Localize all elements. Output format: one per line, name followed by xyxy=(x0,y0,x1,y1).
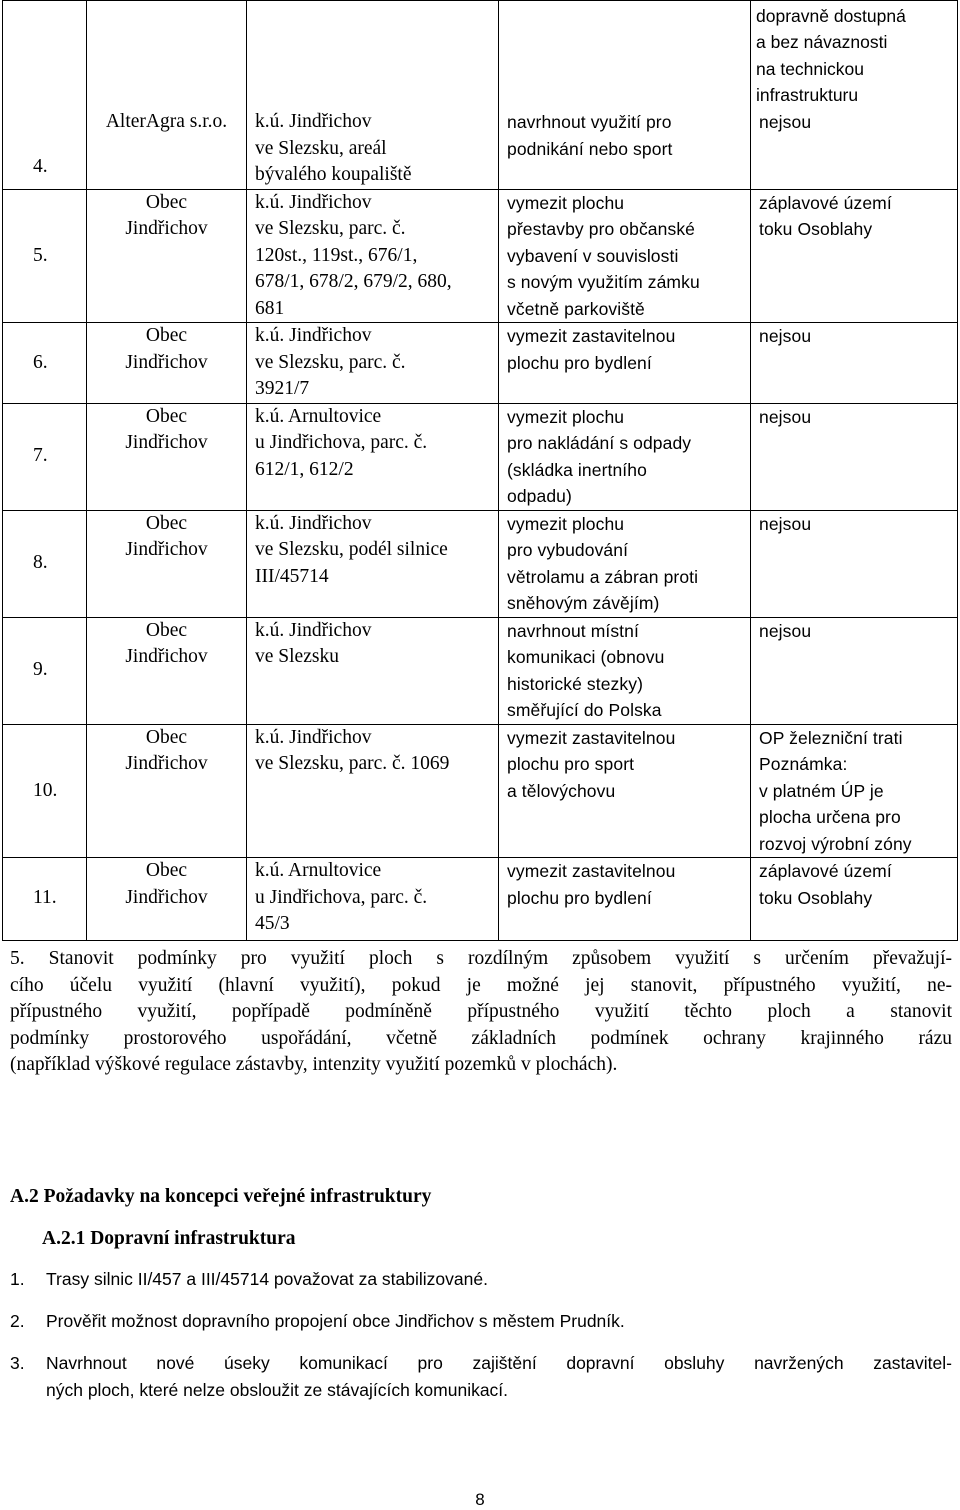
paragraph-line: (například výškové regulace zástavby, intenzity využití pozemků v plochách). xyxy=(10,1054,618,1076)
owner-cell xyxy=(87,323,247,404)
purpose-cell-line: směřující do Polska xyxy=(507,700,662,720)
conditions-cell xyxy=(751,617,958,724)
location-cell-line: ve Slezsku, parc. č. 1069 xyxy=(255,753,450,774)
purpose-cell-line: přestavby pro občanské xyxy=(507,219,696,239)
owner-cell xyxy=(87,510,247,617)
purpose-cell-line: navrhnout využití pro xyxy=(507,112,672,132)
owner-cell xyxy=(87,403,247,510)
purpose-cell-line: odpadu) xyxy=(507,486,572,506)
purpose-cell-line: vymezit plochu xyxy=(507,513,625,534)
location-cell xyxy=(247,189,499,323)
location-cell-line: 120st., 119st., 676/1, xyxy=(255,244,418,266)
owner-cell-line: Jindřichov xyxy=(125,432,208,453)
purpose-cell xyxy=(499,189,751,323)
conditions-cell xyxy=(751,403,958,510)
location-cell xyxy=(247,617,499,724)
owner-cell-line: Jindřichov xyxy=(125,753,208,774)
row-number: 6. xyxy=(3,323,87,404)
list-number: 3. xyxy=(10,1353,25,1373)
purpose-cell-line: vymezit plochu xyxy=(507,406,625,427)
location-cell xyxy=(247,323,499,404)
location-cell-line: 3921/7 xyxy=(255,378,310,399)
header-note-line: dopravně dostupná xyxy=(756,6,906,26)
table-row xyxy=(3,323,958,404)
conditions-cell-line: nejsou xyxy=(759,326,812,346)
row-number: 9. xyxy=(3,617,87,724)
owner-cell-line: Jindřichov xyxy=(125,886,208,908)
header-note-line: na technickou xyxy=(756,58,864,79)
location-cell-line: 678/1, 678/2, 679/2, 680, xyxy=(255,271,452,292)
table-row xyxy=(3,510,958,617)
conditions-cell xyxy=(751,510,958,617)
location-cell-line: bývalého koupaliště xyxy=(255,164,412,185)
owner-cell-line: Jindřichov xyxy=(125,218,208,239)
conditions-cell-line: v platném ÚP je xyxy=(759,780,884,801)
row-number: 11. xyxy=(3,858,87,941)
header-note-line: infrastrukturu xyxy=(756,84,859,105)
location-cell-line: ve Slezsku, parc. č. xyxy=(255,351,406,373)
requirements-table xyxy=(2,0,958,941)
conditions-cell-line: rozvoj výrobní zóny xyxy=(759,833,912,854)
location-cell-line: 45/3 xyxy=(255,913,290,934)
location-cell-line: III/45714 xyxy=(255,565,329,587)
location-cell xyxy=(247,724,499,858)
conditions-cell xyxy=(751,323,958,404)
purpose-cell-line: s novým využitím zámku xyxy=(507,272,700,292)
purpose-cell xyxy=(499,858,751,941)
owner-cell-line: Obec xyxy=(145,860,188,881)
location-cell-line: k.ú. Jindřichov xyxy=(255,111,372,132)
owner-cell-line: Obec xyxy=(145,726,188,748)
location-cell-line: ve Slezsku, parc. č. xyxy=(255,218,406,239)
owner-cell-line: Jindřichov xyxy=(125,646,208,667)
location-cell-line: k.ú. Jindřichov xyxy=(255,726,372,748)
conditions-cell-line: toku Osoblahy xyxy=(759,887,873,908)
purpose-cell xyxy=(499,617,751,724)
location-cell-line: k.ú. Jindřichov xyxy=(255,619,372,641)
purpose-cell-line: pro nakládání s odpady xyxy=(507,433,692,453)
paragraph-line: cího účelu využití (hlavní využití), pokud je možné jej stanovit, přípustného využití, ne- xyxy=(10,974,952,996)
purpose-cell xyxy=(499,724,751,858)
purpose-cell-line: podnikání nebo sport xyxy=(507,138,673,159)
section-a21-heading: A.2.1 Dopravní infrastruktura xyxy=(42,1228,296,1249)
location-cell-line: u Jindřichova, parc. č. xyxy=(255,886,428,908)
conditions-cell-line: nejsou xyxy=(759,406,812,427)
table-row xyxy=(3,617,958,724)
location-cell xyxy=(247,403,499,510)
row-number: 4. xyxy=(3,1,87,190)
owner-cell xyxy=(87,189,247,323)
purpose-cell xyxy=(499,1,751,190)
page-number: 8 xyxy=(475,1490,485,1509)
conditions-cell-line: plocha určena pro xyxy=(759,807,901,827)
location-cell xyxy=(247,510,499,617)
owner-cell-line: Jindřichov xyxy=(125,351,208,373)
location-cell-line: ve Slezsku, areál xyxy=(255,137,387,159)
list-number: 2. xyxy=(10,1311,25,1331)
list-text: Navrhnout nové úseky komunikací pro zajištění dopravní obsluhy navržených zastavitel- ných ploch, které nelze obsloužit ze stávajících komunikací. xyxy=(46,1353,952,1400)
purpose-cell-line: a tělovýchovu xyxy=(507,780,616,801)
paragraph-line: podmínky prostorového uspořádání, včetně základních podmínek ochrany krajinného rázu xyxy=(10,1027,952,1049)
purpose-cell-line: plochu pro bydlení xyxy=(507,352,652,373)
owner-cell-line: AlterAgra s.r.o. xyxy=(105,111,228,132)
conditions-cell-line: nejsou xyxy=(759,620,812,641)
purpose-cell-line: vybavení v souvislosti xyxy=(507,245,679,266)
purpose-cell-line: vymezit zastavitelnou xyxy=(507,727,676,748)
table-row xyxy=(3,189,958,323)
owner-cell-line: Obec xyxy=(145,619,188,641)
table-row xyxy=(3,858,958,941)
owner-cell-line: Obec xyxy=(145,405,188,427)
conditions-cell xyxy=(751,724,958,858)
owner-cell-line: Obec xyxy=(145,325,188,346)
purpose-cell xyxy=(499,510,751,617)
purpose-cell-line: historické stezky) xyxy=(507,673,643,694)
paragraph-5 xyxy=(10,946,952,1079)
location-cell-line: ve Slezsku xyxy=(255,646,339,667)
purpose-cell-line: větrolamu a zábran proti xyxy=(507,566,699,587)
row-number: 5. xyxy=(3,189,87,323)
purpose-cell xyxy=(499,403,751,510)
owner-cell-line: Obec xyxy=(145,191,188,213)
owner-cell xyxy=(87,724,247,858)
paragraph-line: 5. Stanovit podmínky pro využití ploch s rozdílným způsobem využití s určením převažují- xyxy=(10,948,952,969)
location-cell xyxy=(247,858,499,941)
location-cell-line: k.ú. Jindřichov xyxy=(255,512,372,534)
purpose-cell-line: pro vybudování xyxy=(507,540,629,560)
owner-cell-line: Jindřichov xyxy=(125,539,208,560)
location-cell-line: k.ú. Jindřichov xyxy=(255,325,372,346)
list-text: Trasy silnic II/457 a III/45714 považovat za stabilizované. xyxy=(46,1269,488,1289)
conditions-cell-line: OP železniční trati xyxy=(759,727,903,748)
purpose-cell-line: vymezit zastavitelnou xyxy=(507,326,676,346)
table-row xyxy=(3,724,958,858)
location-cell-line: 681 xyxy=(255,297,285,319)
purpose-cell-line: včetně parkoviště xyxy=(507,298,645,319)
conditions-cell-line: nejsou xyxy=(759,513,812,534)
owner-cell xyxy=(87,1,247,190)
paragraph-line: přípustného využití, popřípadě podmíněně přípustného využití těchto ploch a stanovit xyxy=(10,1001,952,1023)
row-number: 7. xyxy=(3,403,87,510)
list-number: 1. xyxy=(10,1269,25,1289)
owner-cell xyxy=(87,858,247,941)
conditions-cell-line: Poznámka: xyxy=(759,754,848,774)
header-note-line: a bez návaznosti xyxy=(756,32,888,53)
conditions-cell-line: záplavové území xyxy=(759,192,892,213)
conditions-cell-line: záplavové území xyxy=(759,861,892,881)
conditions-cell xyxy=(751,858,958,941)
location-cell-line: 612/1, 612/2 xyxy=(255,458,354,480)
section-a2-heading: A.2 Požadavky na koncepci veřejné infrastruktury xyxy=(10,1186,432,1207)
table-row xyxy=(3,403,958,510)
purpose-cell-line: navrhnout místní xyxy=(507,620,639,641)
conditions-cell xyxy=(751,189,958,323)
purpose-cell-line: sněhovým závějím) xyxy=(507,593,660,613)
conditions-cell xyxy=(751,1,958,190)
row-number: 8. xyxy=(3,510,87,617)
list-text: Prověřit možnost dopravního propojení obce Jindřichov s městem Prudník. xyxy=(46,1311,625,1331)
purpose-cell xyxy=(499,323,751,404)
row-number: 10. xyxy=(3,724,87,858)
location-cell-line: k.ú. Arnultovice xyxy=(255,405,382,427)
owner-cell-line: Obec xyxy=(145,512,188,534)
location-cell xyxy=(247,1,499,190)
location-cell-line: ve Slezsku, podél silnice xyxy=(255,539,448,560)
location-cell-line: k.ú. Jindřichov xyxy=(255,191,372,213)
purpose-cell-line: vymezit zastavitelnou xyxy=(507,861,676,881)
location-cell-line: u Jindřichova, parc. č. xyxy=(255,432,428,453)
table-row xyxy=(3,1,958,190)
purpose-cell-line: plochu pro bydlení xyxy=(507,887,652,908)
purpose-cell-line: vymezit plochu xyxy=(507,192,625,213)
purpose-cell-line: plochu pro sport xyxy=(507,754,635,774)
conditions-cell-line: nejsou xyxy=(759,112,812,132)
location-cell-line: k.ú. Arnultovice xyxy=(255,860,382,881)
conditions-cell-line: toku Osoblahy xyxy=(759,219,873,239)
purpose-cell-line: (skládka inertního xyxy=(507,459,647,480)
owner-cell xyxy=(87,617,247,724)
purpose-cell-line: komunikaci (obnovu xyxy=(507,647,665,667)
